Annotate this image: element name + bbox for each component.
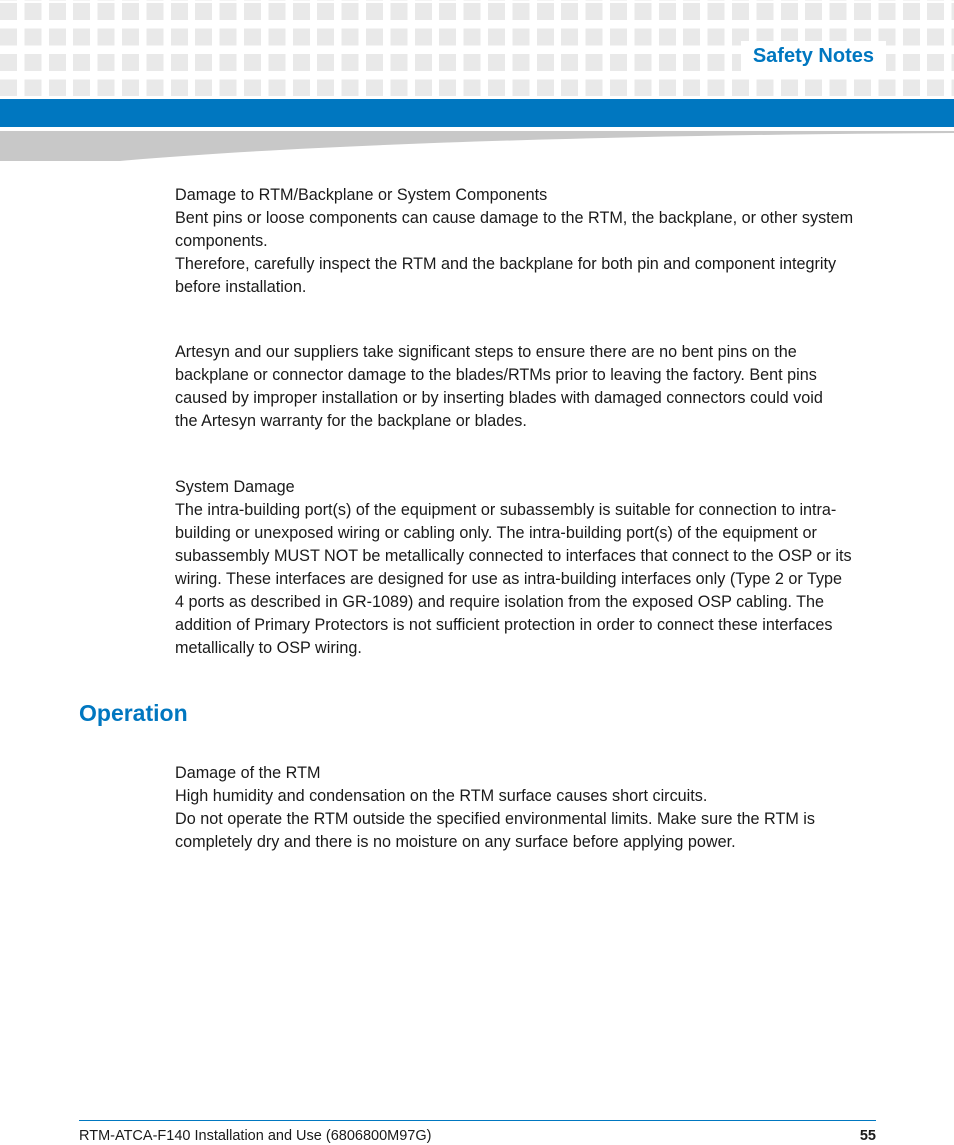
notice-line: metallically to OSP wiring. xyxy=(175,639,362,657)
notice-line: the Artesyn warranty for the backplane or blades. xyxy=(175,412,527,430)
notice-rtm-damage xyxy=(175,762,880,854)
notice-line: addition of Primary Protectors is not sufficient protection in order to connect these interfaces xyxy=(175,616,833,634)
notice-line: 4 ports as described in GR-1089) and require isolation from the exposed OSP cabling. The xyxy=(175,593,825,611)
notice-line: subassembly MUST NOT be metallically connected to interfaces that connect to the OSP or its xyxy=(175,547,852,565)
notice-line: The intra-building port(s) of the equipment or subassembly is suitable for connection to intra- xyxy=(175,501,837,519)
notice-line: components. xyxy=(175,232,268,250)
notice-line: building or unexposed wiring or cabling only. The intra-building port(s) of the equipment or xyxy=(175,524,817,542)
header-gray-swoosh xyxy=(0,131,954,163)
notice-line: caused by improper installation or by inserting blades with damaged connectors could void xyxy=(175,389,823,407)
header-blue-band xyxy=(0,99,954,127)
page-number: 55 xyxy=(859,1128,876,1144)
notice-artesyn-warranty xyxy=(175,341,880,433)
notice-rtm-backplane-damage xyxy=(175,184,880,299)
notice-line: before installation. xyxy=(175,278,307,296)
notice-line: Therefore, carefully inspect the RTM and the backplane for both pin and component integrity xyxy=(175,255,837,273)
notice-line: Bent pins or loose components can cause damage to the RTM, the backplane, or other system xyxy=(175,209,854,227)
section-heading-operation: Operation xyxy=(79,700,188,726)
notice-line: Do not operate the RTM outside the specified environmental limits. Make sure the RTM is xyxy=(175,810,815,828)
notice-title: Damage of the RTM xyxy=(175,764,321,782)
notice-system-damage xyxy=(175,476,880,660)
notice-title: Damage to RTM/Backplane or System Components xyxy=(175,186,548,204)
notice-line: Artesyn and our suppliers take significant steps to ensure there are no bent pins on the xyxy=(175,343,797,361)
notice-line: backplane or connector damage to the blades/RTMs prior to leaving the factory. Bent pins xyxy=(175,366,817,384)
footer-divider xyxy=(79,1120,876,1121)
footer-document-title: RTM-ATCA-F140 Installation and Use (6806800M97G) xyxy=(79,1128,432,1144)
notice-line: High humidity and condensation on the RTM surface causes short circuits. xyxy=(175,787,708,805)
notice-title: System Damage xyxy=(175,478,295,496)
notice-line: completely dry and there is no moisture on any surface before applying power. xyxy=(175,833,736,851)
notice-line: wiring. These interfaces are designed for use as intra-building interfaces only (Type 2 or Type xyxy=(175,570,843,588)
running-header-title: Safety Notes xyxy=(741,41,886,71)
